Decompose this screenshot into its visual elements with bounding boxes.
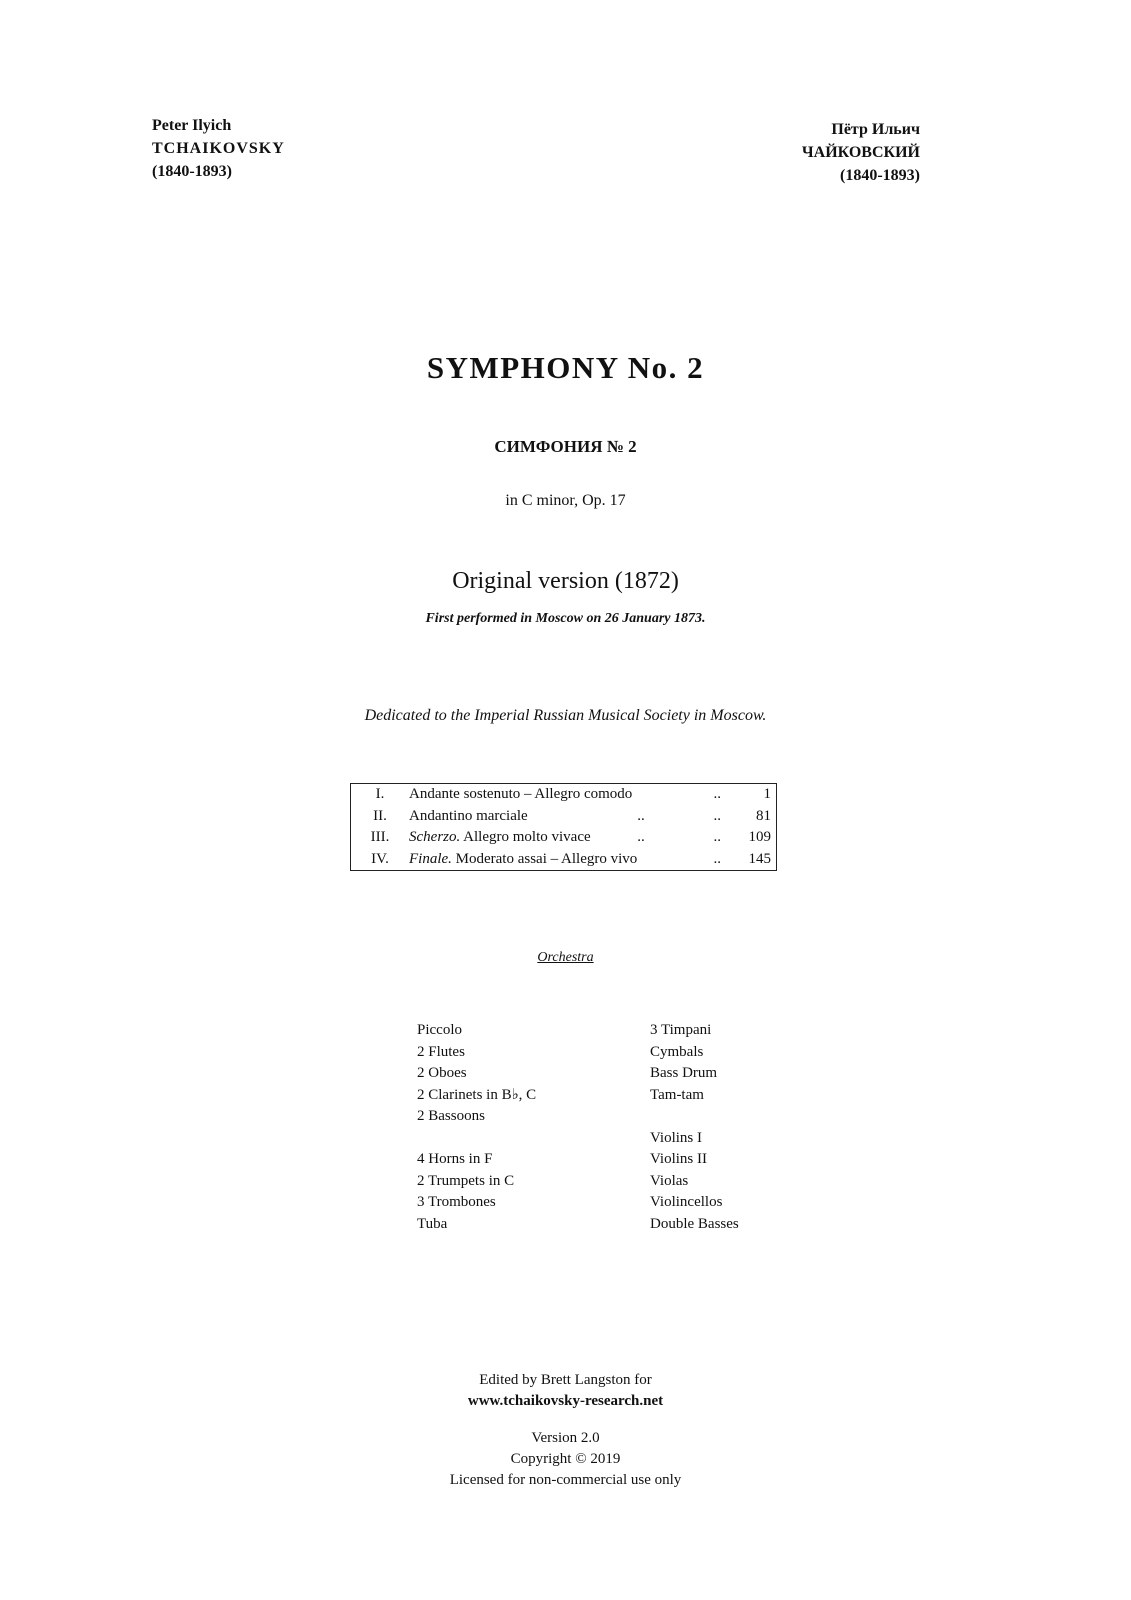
- movement-prefix: Finale.: [409, 850, 452, 867]
- instrument: 2 Clarinets in B♭, C: [417, 1086, 537, 1103]
- key-opus: in C minor, Op. 17: [505, 492, 626, 509]
- orchestra-percussion-strings: [650, 1020, 739, 1235]
- edited-by: Edited by Brett Langston for: [479, 1372, 652, 1388]
- instrument: [650, 1106, 739, 1128]
- movement-row: [351, 806, 777, 828]
- copyright: Copyright © 2019: [510, 1451, 621, 1467]
- movement-row: [351, 784, 777, 806]
- composer-surname-ru: ЧАЙКОВСКИЙ: [801, 144, 920, 161]
- composer-english: [152, 114, 285, 183]
- movement-number: II.: [373, 807, 387, 824]
- movement-page: 145: [748, 850, 771, 867]
- instrument: [417, 1128, 536, 1150]
- version-heading: Original version (1872): [452, 568, 679, 594]
- movement-title: [409, 827, 637, 849]
- movement-page: 1: [763, 786, 771, 803]
- leader-dots: ..: [713, 786, 722, 803]
- leader-dots: ..: [713, 807, 722, 824]
- instrument: 3 Trombones: [417, 1194, 496, 1210]
- movement-row: [351, 849, 777, 871]
- movement-title: [409, 784, 637, 806]
- license: Licensed for non-commercial use only: [449, 1472, 682, 1488]
- leader-dots: ..: [637, 807, 645, 824]
- website-link[interactable]: www.tchaikovsky-research.net: [467, 1393, 664, 1409]
- instrument: 3 Timpani: [650, 1022, 712, 1038]
- premiere-note: First performed in Moscow on 26 January 1873.: [425, 611, 706, 626]
- movement-page: 81: [756, 807, 771, 824]
- page-title: SYMPHONY No. 2: [426, 350, 705, 385]
- leader-dots: [637, 784, 697, 806]
- instrument: 2 Bassoons: [417, 1108, 485, 1124]
- version-label: Version 2.0: [531, 1430, 600, 1446]
- movement-prefix: Scherzo.: [409, 829, 461, 846]
- movement-name: Allegro molto vivace: [460, 829, 591, 846]
- movement-number: III.: [370, 829, 390, 846]
- instrument: Violas: [650, 1172, 689, 1189]
- instrument: Tuba: [417, 1215, 448, 1232]
- instrument: Violins I: [650, 1129, 703, 1146]
- movement-number: I.: [375, 786, 385, 803]
- movement-name: Andantino marciale: [409, 807, 528, 824]
- composer-russian: [802, 118, 920, 187]
- dedication: Dedicated to the Imperial Russian Musical Society in Moscow.: [364, 707, 767, 724]
- leader-dots: ..: [713, 850, 722, 867]
- instrument: Violins II: [650, 1151, 708, 1167]
- movements-table: [350, 783, 777, 871]
- orchestra-winds-brass: [417, 1020, 536, 1235]
- movement-row: [351, 827, 777, 849]
- instrument: Cymbals: [650, 1043, 704, 1060]
- instrument: 2 Flutes: [417, 1043, 465, 1060]
- composer-dates-ru: (1840-1893): [840, 167, 920, 184]
- composer-dates: (1840-1893): [152, 163, 232, 180]
- movement-name: Andante sostenuto – Allegro comodo: [409, 786, 633, 803]
- instrument: Tam-tam: [650, 1086, 704, 1103]
- movement-name: Moderato assai – Allegro vivo: [451, 850, 638, 867]
- movement-title: [409, 849, 637, 871]
- instrument: Piccolo: [417, 1022, 462, 1038]
- movement-number: IV.: [371, 850, 389, 867]
- orchestra-heading: Orchestra: [537, 950, 594, 965]
- instrument: Violincellos: [650, 1194, 723, 1210]
- composer-surname: TCHAIKOVSKY: [152, 140, 285, 157]
- instrument: Double Basses: [650, 1215, 739, 1232]
- leader-dots: ..: [713, 829, 722, 846]
- composer-name-ru: Пётр Ильич: [831, 121, 920, 138]
- instrument: 4 Horns in F: [417, 1151, 493, 1167]
- leader-dots: [637, 849, 697, 871]
- instrument: Bass Drum: [650, 1065, 718, 1081]
- leader-dots: ..: [637, 829, 645, 846]
- movement-title: [409, 806, 637, 828]
- page-title-russian: СИМФОНИЯ № 2: [494, 437, 637, 456]
- movement-page: 109: [748, 829, 771, 846]
- instrument: 2 Oboes: [417, 1065, 467, 1081]
- composer-name: Peter Ilyich: [152, 117, 232, 134]
- instrument: 2 Trumpets in C: [417, 1172, 515, 1189]
- footer: [0, 1370, 1131, 1491]
